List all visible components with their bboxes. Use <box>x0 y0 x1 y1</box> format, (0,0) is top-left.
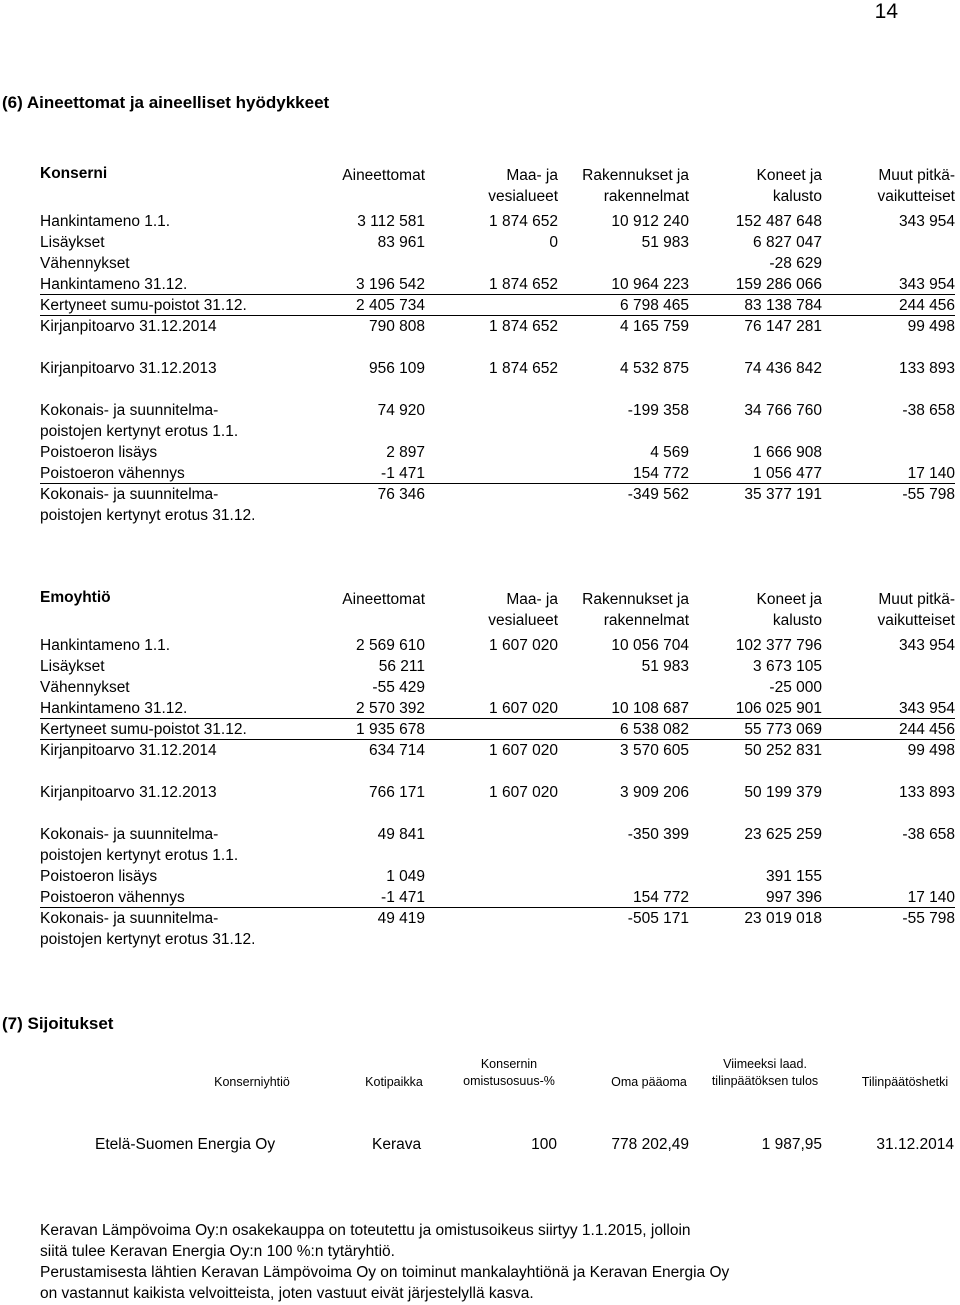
cell-value: 244 456 <box>898 721 955 738</box>
row-label: Kirjanpitoarvo 31.12.2014 <box>40 318 217 335</box>
row-label: Kirjanpitoarvo 31.12.2013 <box>40 784 217 801</box>
konserni-title: Konserni <box>40 165 108 182</box>
cell-value: 99 498 <box>907 318 955 335</box>
table-row <box>40 677 955 698</box>
row-label: poistojen kertynyt erotus 1.1. <box>40 847 239 864</box>
table-row <box>40 719 955 740</box>
cell-value: 133 893 <box>898 784 955 801</box>
investment-domicile: Kerava <box>372 1136 422 1153</box>
cell-value: 50 199 379 <box>744 784 822 801</box>
row-label: poistojen kertynyt erotus 31.12. <box>40 507 256 524</box>
cell-value: 152 487 648 <box>735 213 822 230</box>
cell-value: 154 772 <box>632 465 689 482</box>
cell-value: 106 025 901 <box>735 700 822 717</box>
row-label: Poistoeron lisäys <box>40 444 158 461</box>
cell-value: 343 954 <box>898 637 955 654</box>
cell-value: 4 532 875 <box>620 360 689 377</box>
cell-value: 6 827 047 <box>753 234 822 251</box>
table-row <box>40 400 955 421</box>
cell-value: 956 109 <box>368 360 425 377</box>
header-kotipaikka: Kotipaikka <box>365 1075 423 1089</box>
konserni-header <box>40 165 955 211</box>
konserni-table <box>40 165 955 526</box>
table-row <box>40 824 955 845</box>
cell-value: 1 874 652 <box>489 360 558 377</box>
note-line: Perustamisesta lähtien Keravan Lämpövoima Oy on toiminut mankalayhtiönä ja Keravan Energia Oy <box>40 1264 730 1281</box>
cell-value: 83 138 784 <box>744 297 822 314</box>
table-row <box>40 845 955 866</box>
investment-share: 100 <box>531 1136 557 1153</box>
cell-value: 343 954 <box>898 276 955 293</box>
cell-value: 766 171 <box>368 784 425 801</box>
emoyhtio-rows <box>40 635 955 950</box>
cell-value: -38 658 <box>902 402 955 419</box>
cell-value: 10 108 687 <box>611 700 689 717</box>
row-label: Kokonais- ja suunnitelma- <box>40 910 219 927</box>
table-row <box>40 484 955 505</box>
investment-result: 1 987,95 <box>761 1136 822 1153</box>
cell-value: 1 049 <box>386 868 425 885</box>
row-label: Kirjanpitoarvo 31.12.2014 <box>40 742 217 759</box>
note-line: Keravan Lämpövoima Oy:n osakekauppa on toteutettu ja omistusoikeus siirtyy 1.1.2015, jolloin <box>40 1222 691 1239</box>
cell-value: 133 893 <box>898 360 955 377</box>
table-row <box>40 782 955 803</box>
investment-company: Etelä-Suomen Energia Oy <box>95 1136 276 1153</box>
cell-value: 6 538 082 <box>620 721 689 738</box>
cell-value: 3 673 105 <box>753 658 822 675</box>
cell-value: 1 874 652 <box>489 318 558 335</box>
table-row <box>40 316 955 337</box>
header-omistusosuus: Konsernin omistusosuus-% <box>463 1057 555 1088</box>
notes <box>40 1220 920 1304</box>
cell-value: 35 377 191 <box>744 486 822 503</box>
row-label: Kokonais- ja suunnitelma- <box>40 486 219 503</box>
cell-value: -350 399 <box>627 826 689 843</box>
header-tulos: Viimeeksi laad. tilinpäätöksen tulos <box>711 1057 819 1088</box>
cell-value: 99 498 <box>907 742 955 759</box>
cell-value: 102 377 796 <box>735 637 822 654</box>
table-row <box>40 295 955 316</box>
cell-value: 159 286 066 <box>735 276 822 293</box>
table-row <box>40 887 955 908</box>
section-6-title: (6) Aineettomat ja aineelliset hyödykkeet <box>2 93 330 112</box>
table-row <box>40 274 955 295</box>
cell-value: 634 714 <box>368 742 425 759</box>
cell-value: 2 897 <box>386 444 425 461</box>
cell-value: 154 772 <box>632 889 689 906</box>
cell-value: 23 625 259 <box>744 826 822 843</box>
cell-value: -349 562 <box>627 486 689 503</box>
note-line: siitä tulee Keravan Energia Oy:n 100 %:n tytäryhtiö. <box>40 1243 395 1260</box>
cell-value: 1 874 652 <box>489 276 558 293</box>
emoyhtio-table <box>40 589 955 950</box>
cell-value: 2 405 734 <box>356 297 425 314</box>
row-label: Kertyneet sumu-poistot 31.12. <box>40 721 247 738</box>
table-row <box>40 656 955 677</box>
cell-value: 3 909 206 <box>620 784 689 801</box>
cell-value: 391 155 <box>765 868 822 885</box>
cell-value: 51 983 <box>641 234 689 251</box>
table-row <box>40 740 955 761</box>
cell-value: -55 798 <box>902 910 955 927</box>
col-header-koneet: Koneet ja kalusto <box>756 591 822 629</box>
col-header-maa-vesialueet: Maa- ja vesialueet <box>488 591 558 629</box>
col-header-muut: Muut pitkä- vaikutteiset <box>877 167 955 205</box>
cell-value: 23 019 018 <box>744 910 822 927</box>
col-header-maa-vesialueet: Maa- ja vesialueet <box>488 167 558 205</box>
cell-value: -1 471 <box>381 465 425 482</box>
cell-value: 1 935 678 <box>356 721 425 738</box>
table-row <box>40 421 955 442</box>
col-header-rakennukset: Rakennukset ja rakennelmat <box>582 167 689 205</box>
cell-value: -1 471 <box>381 889 425 906</box>
cell-value: 51 983 <box>641 658 689 675</box>
row-label: Hankintameno 31.12. <box>40 276 188 293</box>
row-label: Vähennykset <box>40 679 130 696</box>
cell-value: 4 569 <box>650 444 689 461</box>
cell-value: 2 569 610 <box>356 637 425 654</box>
row-label: Poistoeron vähennys <box>40 889 185 906</box>
cell-value: 76 147 281 <box>744 318 822 335</box>
cell-value: -28 629 <box>769 255 822 272</box>
cell-value: 10 912 240 <box>611 213 689 230</box>
row-label: Kokonais- ja suunnitelma- <box>40 402 219 419</box>
table-row <box>40 505 955 526</box>
col-header-rakennukset: Rakennukset ja rakennelmat <box>582 591 689 629</box>
header-konserniyhtio: Konserniyhtiö <box>214 1075 290 1089</box>
row-label: poistojen kertynyt erotus 1.1. <box>40 423 239 440</box>
table-row <box>40 908 955 929</box>
cell-value: 0 <box>549 234 558 251</box>
cell-value: 10 056 704 <box>611 637 689 654</box>
note-line: on vastannut kaikista velvoitteista, joten vastuut eivät järjestelyllä kasva. <box>40 1285 534 1302</box>
row-label: Kokonais- ja suunnitelma- <box>40 826 219 843</box>
cell-value: -55 798 <box>902 486 955 503</box>
cell-value: -38 658 <box>902 826 955 843</box>
col-header-aineettomat: Aineettomat <box>342 591 425 608</box>
row-label: Lisäykset <box>40 658 105 675</box>
cell-value: 49 419 <box>377 910 425 927</box>
cell-value: -199 358 <box>627 402 689 419</box>
section-7-title: (7) Sijoitukset <box>2 1014 114 1033</box>
cell-value: 74 920 <box>377 402 425 419</box>
row-label: poistojen kertynyt erotus 31.12. <box>40 931 256 948</box>
row-label: Poistoeron lisäys <box>40 868 158 885</box>
row-label: Lisäykset <box>40 234 105 251</box>
col-header-muut: Muut pitkä- vaikutteiset <box>877 591 955 629</box>
row-label: Vähennykset <box>40 255 130 272</box>
cell-value: -505 171 <box>627 910 689 927</box>
table-row <box>40 442 955 463</box>
cell-value: 1 056 477 <box>753 465 822 482</box>
cell-value: 1 607 020 <box>489 637 558 654</box>
cell-value: 1 607 020 <box>489 700 558 717</box>
cell-value: 50 252 831 <box>744 742 822 759</box>
table-row <box>40 211 955 232</box>
cell-value: 49 841 <box>377 826 425 843</box>
cell-value: 34 766 760 <box>744 402 822 419</box>
cell-value: 3 570 605 <box>620 742 689 759</box>
cell-value: 997 396 <box>765 889 822 906</box>
page-number: 14 <box>874 0 898 23</box>
row-label: Kertyneet sumu-poistot 31.12. <box>40 297 247 314</box>
cell-value: 56 211 <box>378 658 425 675</box>
cell-value: 343 954 <box>898 700 955 717</box>
cell-value: 1 607 020 <box>489 784 558 801</box>
cell-value: 6 798 465 <box>620 297 689 314</box>
cell-value: 10 964 223 <box>611 276 689 293</box>
konserni-rows <box>40 211 955 526</box>
cell-value: 3 112 581 <box>357 213 425 230</box>
table-row <box>40 463 955 484</box>
cell-value: 76 346 <box>377 486 425 503</box>
cell-value: 3 196 542 <box>356 276 425 293</box>
cell-value: 1 874 652 <box>489 213 558 230</box>
cell-value: 790 808 <box>368 318 425 335</box>
investment-date: 31.12.2014 <box>876 1136 954 1153</box>
table-row <box>40 866 955 887</box>
cell-value: -25 000 <box>769 679 822 696</box>
emoyhtio-title: Emoyhtiö <box>40 589 111 606</box>
table-row <box>40 253 955 274</box>
cell-value: 4 165 759 <box>620 318 689 335</box>
row-label: Hankintameno 1.1. <box>40 637 171 654</box>
table-row <box>40 929 955 950</box>
table-row <box>40 698 955 719</box>
investment-equity: 778 202,49 <box>611 1136 689 1153</box>
cell-value: 17 140 <box>907 465 955 482</box>
cell-value: 17 140 <box>907 889 955 906</box>
header-oma-paaoma: Oma pääoma <box>611 1075 687 1089</box>
cell-value: 244 456 <box>898 297 955 314</box>
cell-value: -55 429 <box>372 679 425 696</box>
row-label: Hankintameno 1.1. <box>40 213 171 230</box>
cell-value: 2 570 392 <box>356 700 425 717</box>
row-label: Kirjanpitoarvo 31.12.2013 <box>40 360 217 377</box>
table-row <box>40 358 955 379</box>
col-header-koneet: Koneet ja kalusto <box>756 167 822 205</box>
cell-value: 1 666 908 <box>753 444 822 461</box>
cell-value: 74 436 842 <box>744 360 822 377</box>
cell-value: 343 954 <box>898 213 955 230</box>
table-row <box>40 635 955 656</box>
cell-value: 83 961 <box>377 234 425 251</box>
col-header-aineettomat: Aineettomat <box>342 167 425 184</box>
cell-value: 55 773 069 <box>744 721 822 738</box>
emoyhtio-header <box>40 589 955 635</box>
table-row <box>40 232 955 253</box>
header-tilinpaatoshetki: Tilinpäätöshetki <box>861 1075 949 1089</box>
cell-value: 1 607 020 <box>489 742 558 759</box>
row-label: Poistoeron vähennys <box>40 465 185 482</box>
row-label: Hankintameno 31.12. <box>40 700 188 717</box>
